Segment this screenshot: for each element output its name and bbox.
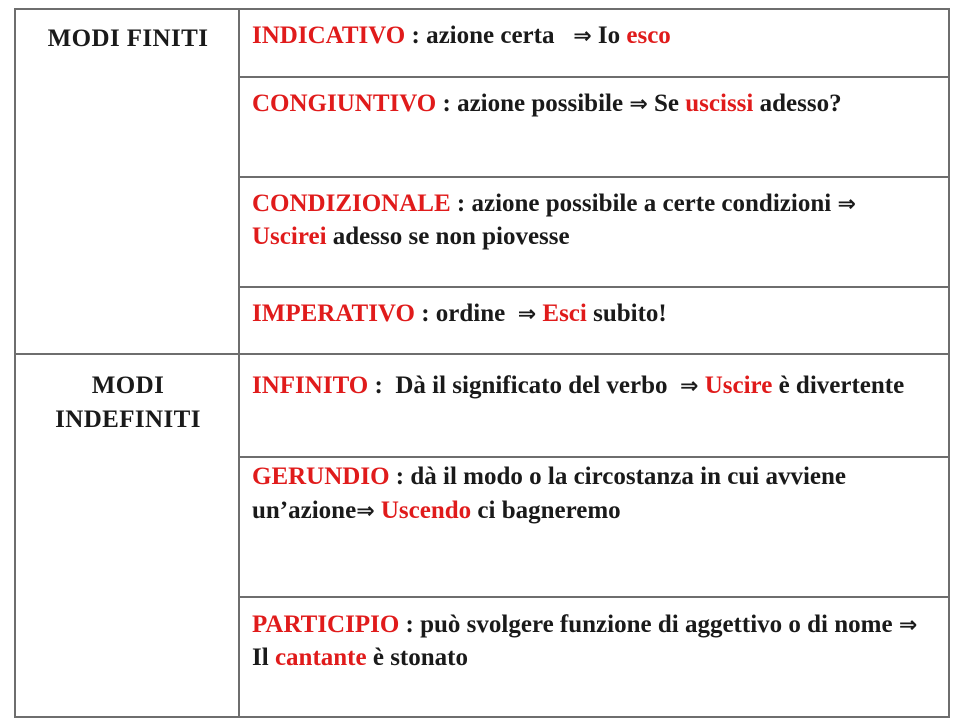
example-highlight: Uscendo — [380, 496, 472, 524]
mode-name: INFINITO — [252, 372, 369, 399]
table-row — [240, 76, 948, 176]
separator: : — [436, 90, 458, 117]
modi-verbali-table — [14, 8, 950, 718]
section-label-indefiniti-line2: INDEFINITI — [55, 405, 201, 433]
example-suffix: adesso se non piovesse — [326, 223, 570, 251]
separator: : — [414, 300, 436, 327]
arrow-icon: ⇒ — [898, 612, 918, 638]
table-row — [240, 355, 948, 456]
section-modi-finiti — [16, 10, 950, 355]
table-row — [240, 176, 948, 286]
mode-name: PARTICIPIO — [252, 610, 400, 638]
example-highlight: esco — [626, 22, 671, 49]
section-label-cell-finiti — [16, 10, 240, 353]
definition: Dà il significato del verbo — [395, 372, 668, 399]
arrow-icon: ⇒ — [573, 24, 592, 49]
arrow-icon: ⇒ — [629, 92, 648, 117]
table-row — [240, 286, 948, 353]
arrow-icon: ⇒ — [837, 192, 856, 217]
mode-name: INDICATIVO — [252, 22, 406, 49]
separator: : — [368, 372, 390, 399]
arrow-icon: ⇒ — [356, 498, 375, 524]
mode-name: GERUNDIO — [252, 463, 390, 491]
definition: azione certa — [426, 22, 555, 49]
example-suffix: adesso? — [753, 90, 842, 117]
example-suffix: è divertente — [772, 372, 905, 399]
example-highlight: Esci — [542, 300, 587, 327]
section-label-cell-indefiniti — [16, 355, 240, 716]
example-highlight: Uscire — [704, 372, 773, 399]
definition: azione possibile — [457, 90, 624, 117]
example-prefix: Se — [654, 90, 686, 117]
table-row — [240, 10, 948, 76]
example-prefix: Il — [252, 643, 275, 671]
definition: azione possibile a certe condizioni — [471, 190, 832, 217]
example-highlight: cantante — [274, 643, 367, 671]
mode-name: IMPERATIVO — [252, 300, 415, 327]
definition: ordine — [435, 300, 506, 327]
section-label-finiti: MODI FINITI — [47, 25, 209, 52]
example-highlight: uscissi — [685, 90, 754, 117]
example-suffix: subito! — [586, 300, 667, 327]
separator: : — [450, 190, 472, 217]
section-label-indefiniti-line1: MODI — [91, 372, 165, 399]
table-row — [240, 596, 948, 716]
table-row — [240, 456, 948, 595]
example-prefix: Io — [597, 22, 627, 49]
example-highlight: Uscirei — [252, 223, 327, 251]
example-suffix: ci bagneremo — [471, 496, 621, 524]
separator: : — [399, 610, 421, 638]
rows-finiti — [240, 10, 950, 353]
example-suffix: è stonato — [366, 643, 468, 671]
section-modi-indefiniti — [16, 355, 950, 718]
separator: : — [389, 463, 411, 491]
definition: può svolgere funzione di aggettivo o di nome — [420, 610, 893, 638]
separator: : — [405, 22, 427, 49]
mode-name: CONDIZIONALE — [252, 190, 451, 217]
arrow-icon: ⇒ — [517, 302, 537, 327]
definition: dà il modo o la circostanza in cui avviene un’azione — [252, 463, 846, 524]
rows-indefiniti — [240, 355, 950, 716]
arrow-icon: ⇒ — [680, 374, 699, 399]
mode-name: CONGIUNTIVO — [252, 90, 437, 117]
